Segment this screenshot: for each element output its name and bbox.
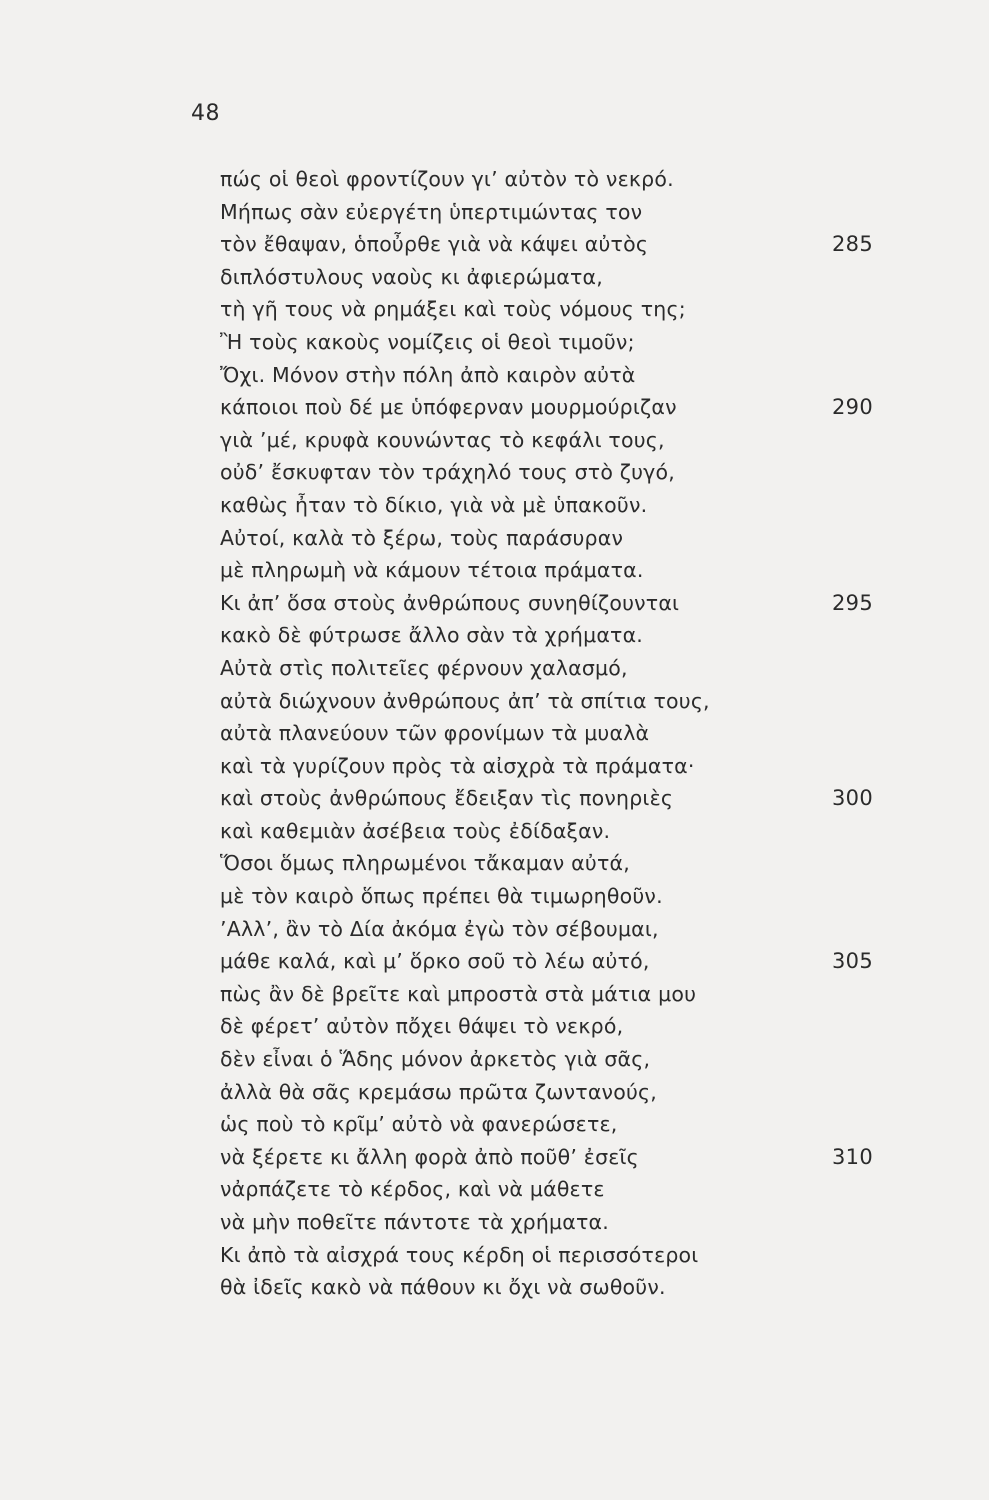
verse-text: τὴ γῆ τους νὰ ρημάξει καὶ τοὺς νόμους της; (220, 297, 686, 322)
verse-line (0, 228, 989, 261)
verse-line (0, 1206, 989, 1239)
verse-text: καὶ τὰ γυρίζουν πρὸς τὰ αἰσχρὰ τὰ πράματα· (220, 753, 695, 778)
verse-text: μάθε καλά, καὶ μ’ ὅρκο σοῦ τὸ λέω αὐτό, (220, 949, 650, 974)
verse-line (0, 1043, 989, 1076)
verse-line (0, 652, 989, 685)
verse-text: Μήπως σὰν εὐεργέτη ὑπερτιμώντας τον (220, 199, 643, 224)
verse-line (0, 489, 989, 522)
verse-text: αὐτὰ διώχνουν ἀνθρώπους ἀπ’ τὰ σπίτια τους, (220, 688, 710, 713)
verse-text: νὰ ξέρετε κι ἄλλη φορὰ ἀπὸ ποῦθ’ ἐσεῖς (220, 1144, 639, 1169)
verse-text: Αὐτοί, καλὰ τὸ ξέρω, τοὺς παράσυραν (220, 525, 624, 550)
line-number: 290 (832, 395, 873, 420)
verse-block (0, 163, 989, 1304)
verse-text: πὼς ἂν δὲ βρεῖτε καὶ μπροστὰ στὰ μάτια μου (220, 981, 697, 1006)
verse-text: Κι ἀπ’ ὅσα στοὺς ἀνθρώπους συνηθίζουνται (220, 590, 680, 615)
verse-text: δὲ φέρετ’ αὐτὸν πὄχει θάψει τὸ νεκρό, (220, 1014, 624, 1039)
verse-text: τὸν ἔθαψαν, ὁποὖρθε γιὰ νὰ κάψει αὐτὸς (220, 232, 649, 257)
verse-text: κακὸ δὲ φύτρωσε ἄλλο σὰν τὰ χρήματα. (220, 623, 644, 648)
verse-text: μὲ τὸν καιρὸ ὅπως πρέπει θὰ τιμωρηθοῦν. (220, 884, 663, 909)
verse-text: Ὅσοι ὅμως πληρωμένοι τἄκαμαν αὐτά, (220, 851, 630, 876)
verse-line (0, 815, 989, 848)
verse-line (0, 1141, 989, 1174)
verse-text: γιὰ ’μέ, κρυφὰ κουνώντας τὸ κεφάλι τους, (220, 427, 665, 452)
verse-line (0, 587, 989, 620)
verse-text: μὲ πληρωμὴ νὰ κάμουν τέτοια πράματα. (220, 558, 644, 583)
verse-line (0, 913, 989, 946)
verse-line (0, 1076, 989, 1109)
line-number: 305 (832, 949, 873, 974)
verse-line (0, 163, 989, 196)
verse-line (0, 847, 989, 880)
verse-text: νἀρπάζετε τὸ κέρδος, καὶ νὰ μάθετε (220, 1177, 605, 1202)
verse-line (0, 522, 989, 555)
verse-text: Κι ἀπὸ τὰ αἰσχρά τους κέρδη οἱ περισσότεροι (220, 1242, 699, 1267)
verse-text: διπλόστυλους ναοὺς κι ἀφιερώματα, (220, 264, 603, 289)
page-number: 48 (191, 101, 220, 126)
verse-text: οὐδ’ ἔσκυφταν τὸν τράχηλό τους στὸ ζυγό, (220, 460, 675, 485)
verse-line (0, 750, 989, 783)
line-number: 295 (832, 590, 873, 615)
line-number: 310 (832, 1144, 873, 1169)
verse-line (0, 782, 989, 815)
verse-line (0, 326, 989, 359)
verse-line (0, 1239, 989, 1272)
verse-line (0, 196, 989, 229)
verse-line (0, 261, 989, 294)
verse-text: Ἢ τοὺς κακοὺς νομίζεις οἱ θεοὶ τιμοῦν; (220, 329, 635, 354)
verse-text: πώς οἱ θεοὶ φροντίζουν γι’ αὐτὸν τὸ νεκρό. (220, 167, 674, 191)
verse-text: ἀλλὰ θὰ σᾶς κρεμάσω πρῶτα ζωντανούς, (220, 1079, 657, 1104)
line-number: 285 (832, 232, 873, 257)
verse-line (0, 391, 989, 424)
verse-line (0, 1010, 989, 1043)
verse-line (0, 1108, 989, 1141)
verse-text: κάποιοι ποὺ δέ με ὑπόφερναν μουρμούριζαν (220, 395, 677, 420)
verse-text: Αὐτὰ στὶς πολιτεῖες φέρνουν χαλασμό, (220, 655, 628, 680)
verse-line (0, 717, 989, 750)
verse-line (0, 978, 989, 1011)
verse-line (0, 1173, 989, 1206)
verse-line (0, 1271, 989, 1304)
verse-line (0, 424, 989, 457)
verse-text: ὡς ποὺ τὸ κρῖμ’ αὐτὸ νὰ φανερώσετε, (220, 1112, 618, 1137)
verse-text: δὲν εἶναι ὁ Ἅδης μόνον ἀρκετὸς γιὰ σᾶς, (220, 1047, 651, 1072)
verse-line (0, 685, 989, 718)
verse-line (0, 293, 989, 326)
verse-text: νὰ μὴν ποθεῖτε πάντοτε τὰ χρήματα. (220, 1210, 609, 1234)
line-number: 300 (832, 786, 873, 811)
verse-line (0, 359, 989, 392)
verse-line (0, 554, 989, 587)
verse-text: θὰ ἰδεῖς κακὸ νὰ πάθουν κι ὄχι νὰ σωθοῦν. (220, 1275, 666, 1300)
verse-text: καὶ στοὺς ἀνθρώπους ἔδειξαν τὶς πονηριὲς (220, 786, 674, 811)
verse-text: καθὼς ἦταν τὸ δίκιο, γιὰ νὰ μὲ ὑπακοῦν. (220, 492, 648, 517)
verse-text: Ὄχι. Μόνον στὴν πόλη ἀπὸ καιρὸν αὐτὰ (220, 362, 636, 387)
verse-line (0, 880, 989, 913)
verse-line (0, 619, 989, 652)
verse-text: ’Αλλ’, ἂν τὸ Δία ἀκόμα ἐγὼ τὸν σέβουμαι, (220, 916, 659, 941)
verse-text: καὶ καθεμιὰν ἀσέβεια τοὺς ἐδίδαξαν. (220, 818, 611, 843)
verse-line (0, 945, 989, 978)
verse-line (0, 456, 989, 489)
verse-text: αὐτὰ πλανεύουν τῶν φρονίμων τὰ μυαλὰ (220, 721, 650, 746)
